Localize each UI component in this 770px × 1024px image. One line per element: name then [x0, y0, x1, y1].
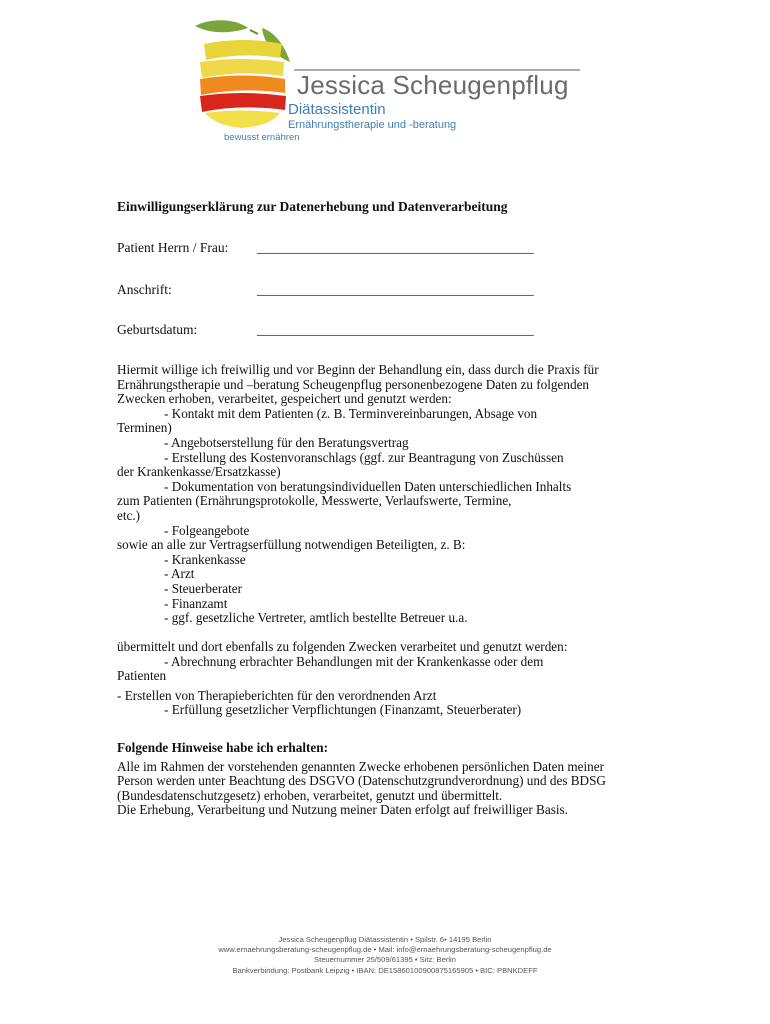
address-label: Anschrift:	[117, 282, 172, 297]
footer	[0, 935, 770, 976]
consent-line: sowie an alle zur Vertragserfüllung notwendigen Beteiligten, z. B:	[117, 537, 466, 553]
consent-section	[117, 363, 642, 626]
address-field	[117, 282, 534, 298]
slice-orange-icon	[200, 76, 285, 96]
consent-line: - Angebotserstellung für den Beratungsvertrag	[164, 434, 409, 450]
slice-yellow-top-icon	[204, 40, 282, 60]
slice-lightyellow-icon	[205, 111, 280, 129]
notice-line: (Bundesdatenschutzgesetz) erhoben, verarbeitet, genutzt und übermittelt.	[117, 787, 503, 803]
consent-line: etc.)	[117, 507, 141, 523]
logo-subtitle: Ernährungstherapie und -beratung	[288, 119, 457, 131]
birthdate-line[interactable]: _________________________________________	[257, 322, 534, 337]
consent-line: - Kontakt mit dem Patienten (z. B. Terminvereinbarungen, Absage von	[164, 405, 538, 421]
leaf-left-icon	[195, 20, 248, 32]
footer-tax: Steuernummer 25/509/61395 • Sitz: Berlin	[314, 955, 456, 965]
consent-line: - Folgeangebote	[164, 522, 250, 538]
consent-line: - Dokumentation von beratungsindividuellen Daten unterschiedlichen Inhalts	[164, 478, 572, 494]
notice-heading: Folgende Hinweise habe ich erhalten:	[117, 740, 328, 755]
consent-line: - ggf. gesetzliche Vertreter, amtlich bestellte Betreuer u.a.	[164, 610, 468, 626]
transfer-section	[117, 640, 642, 718]
footer-contact: www.ernaehrungsberatung-scheugenpflug.de • Mail: info@ernaehrungsberatung-scheugenpflug.de	[218, 945, 552, 955]
footer-address: Jessica Scheugenpflug Diätassistentin • Spilstr. 6• 14195 Berlin	[278, 935, 492, 944]
notice-section	[117, 741, 642, 818]
birthdate-label: Geburtsdatum:	[117, 322, 198, 337]
patient-field	[117, 240, 534, 256]
footer-bank: Bankverbindung: Postbank Leipzig • IBAN: DE15860100900875165905 • BIC: PBNKDEFF	[232, 965, 538, 975]
transfer-line: - Erstellen von Therapieberichten für den verordnenden Arzt	[117, 687, 437, 703]
consent-line: - Steuerberater	[164, 580, 242, 596]
consent-line: - Arzt	[164, 566, 195, 582]
consent-line: Ernährungstherapie und –beratung Scheugenpflug personenbezogene Daten zu folgenden	[117, 376, 590, 392]
birthdate-field	[117, 322, 534, 338]
slice-yellow-icon	[200, 59, 284, 78]
slice-red-icon	[200, 93, 286, 112]
document-title: Einwilligungserklärung zur Datenerhebung und Datenverarbeitung	[117, 199, 508, 214]
transfer-line: - Abrechnung erbrachter Behandlungen mit der Krankenkasse oder dem	[164, 653, 544, 669]
notice-line: Alle im Rahmen der vorstehenden genannten Zwecke erhobenen persönlichen Daten meiner	[117, 758, 605, 774]
consent-line: Zwecken erhoben, verarbeitet, gespeichert und genutzt werden:	[117, 391, 452, 407]
transfer-line: - Erfüllung gesetzlicher Verpflichtungen (Finanzamt, Steuerberater)	[164, 702, 522, 718]
patient-line[interactable]: _________________________________________	[257, 240, 534, 255]
transfer-line: Patienten	[117, 668, 167, 684]
notice-line: Die Erhebung, Verarbeitung und Nutzung meiner Daten erfolgt auf freiwilliger Basis.	[117, 802, 568, 818]
patient-label: Patient Herrn / Frau:	[117, 240, 229, 255]
logo-name: Jessica Scheugenpflug	[297, 70, 569, 100]
consent-line: der Krankenkasse/Ersatzkasse)	[117, 464, 281, 480]
consent-line: Hiermit willige ich freiwillig und vor Beginn der Behandlung ein, dass durch die Praxis für	[117, 362, 599, 377]
logo-title: Diätassistentin	[288, 101, 386, 118]
logo-tagline: bewusst ernähren	[224, 132, 300, 143]
notice-line: Person werden unter Beachtung des DSGVO (Datenschutzgrundverordnung) und des BDSG	[117, 773, 606, 789]
consent-line: - Finanzamt	[164, 595, 228, 611]
consent-line: Terminen)	[117, 420, 172, 436]
transfer-line: übermittelt und dort ebenfalls zu folgenden Zwecken verarbeitet und genutzt werden:	[117, 639, 568, 654]
consent-line: - Krankenkasse	[164, 551, 246, 567]
consent-line: zum Patienten (Ernährungsprotokolle, Messwerte, Verlaufswerte, Termine,	[117, 493, 512, 509]
consent-line: - Erstellung des Kostenvoranschlags (ggf. zur Beantragung von Zuschüssen	[164, 449, 564, 465]
address-line[interactable]: _________________________________________	[257, 282, 534, 297]
